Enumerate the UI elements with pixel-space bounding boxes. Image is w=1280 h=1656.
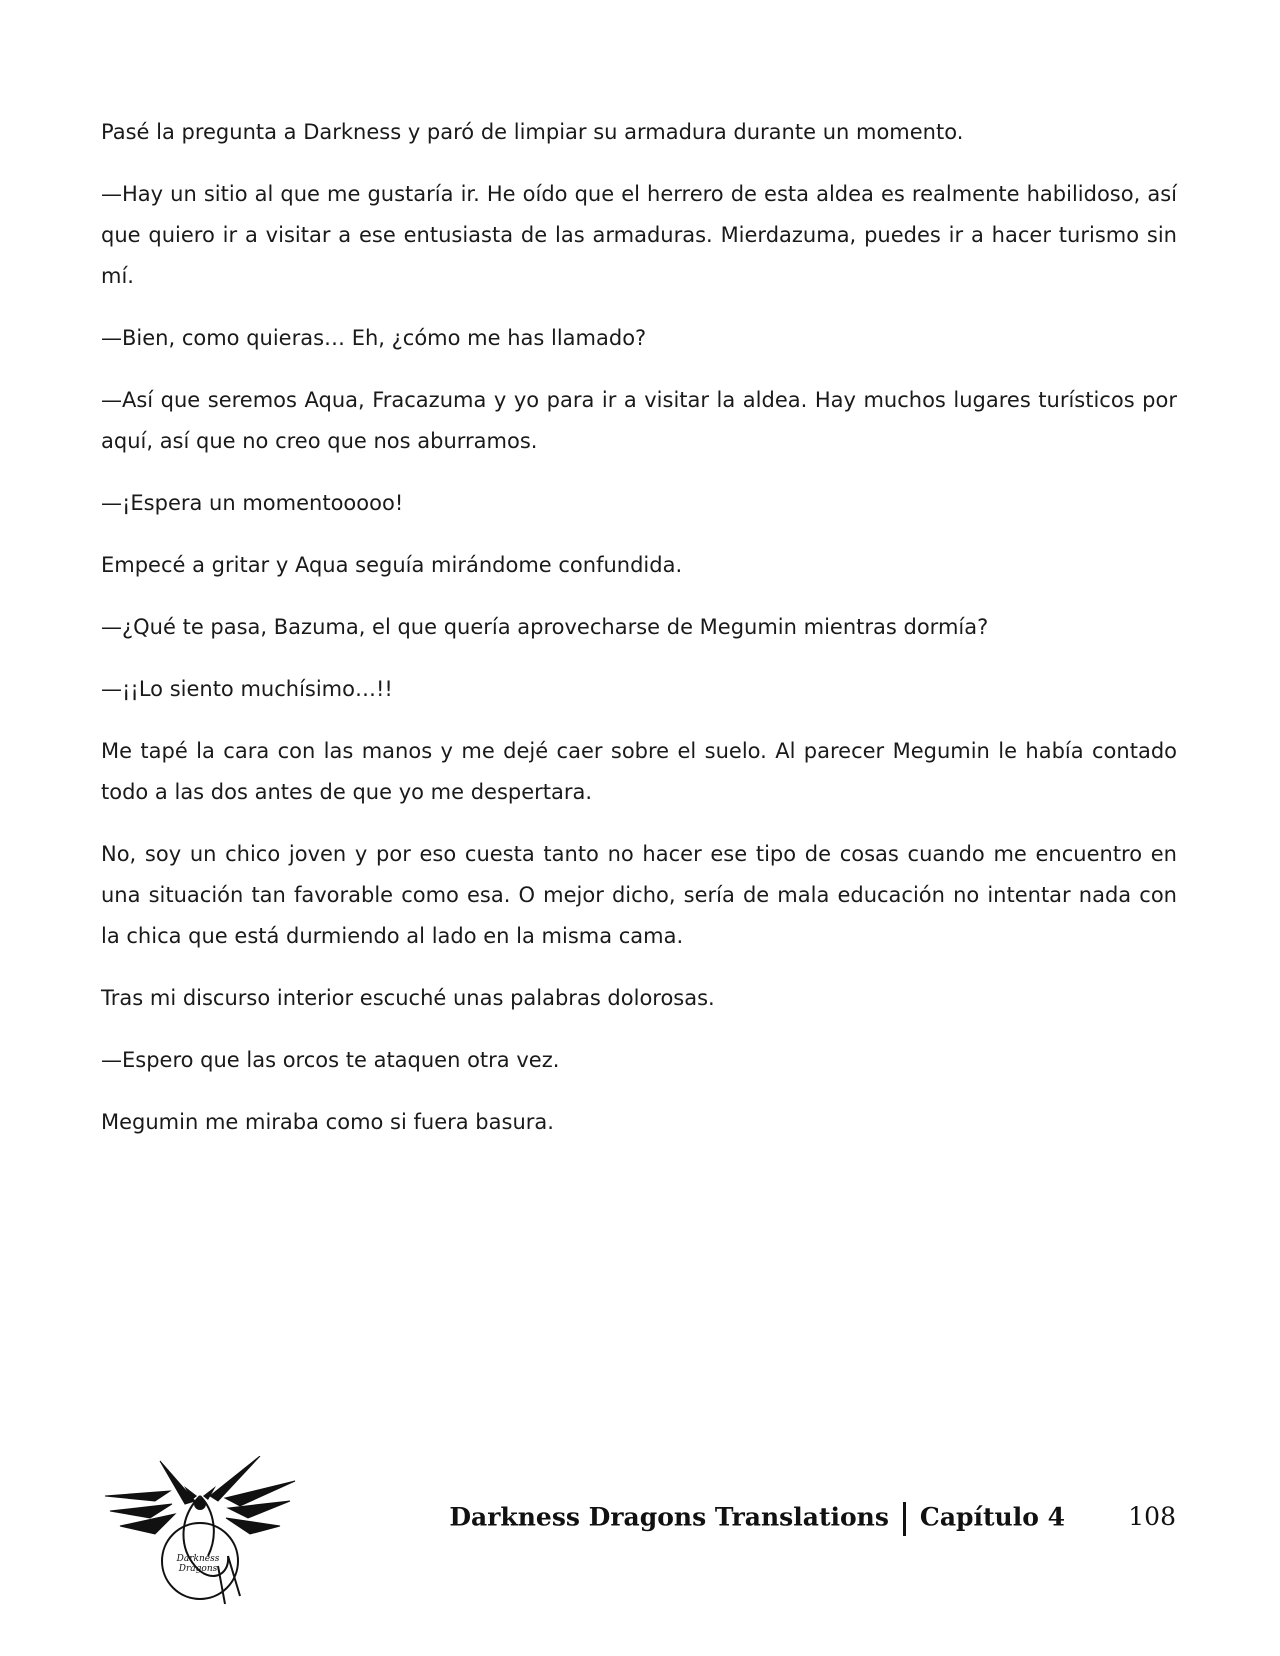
page-number: 108: [1128, 1502, 1176, 1531]
paragraph: Megumin me miraba como si fuera basura.: [101, 1110, 554, 1134]
paragraph: —Así que seremos Aqua, Fracazuma y yo para ir a visitar la aldea. Hay muchos lugares turísticos por aquí, así que no creo que nos aburramos.: [101, 388, 1177, 453]
paragraph: Tras mi discurso interior escuché unas palabras dolorosas.: [101, 986, 715, 1010]
paragraph: No, soy un chico joven y por eso cuesta tanto no hacer ese tipo de cosas cuando me encuentro en una situación tan favorable como esa. O mejor dicho, sería de mala educación no intentar nada con la chica que está durmiendo al lado en la misma cama.: [101, 842, 1177, 948]
paragraph: —Espero que las orcos te ataquen otra vez.: [101, 1048, 560, 1072]
paragraph: —¡¡Lo siento muchísimo…!!: [101, 677, 393, 701]
page-body: [101, 112, 1177, 1164]
paragraph: —Hay un sitio al que me gustaría ir. He oído que el herrero de esta aldea es realmente habilidoso, así que quiero ir a visitar a ese entusiasta de las armaduras. Mierdazuma, puedes ir a hacer turismo sin mí.: [101, 182, 1177, 288]
footer-separator: [903, 1502, 906, 1536]
logo-text-line1: Darkness: [176, 1554, 220, 1564]
paragraph: —¿Qué te pasa, Bazuma, el que quería aprovecharse de Megumin mientras dormía?: [101, 615, 989, 639]
translation-group: Darkness Dragons Translations: [449, 1502, 889, 1532]
paragraph: —Bien, como quieras… Eh, ¿cómo me has llamado?: [101, 326, 647, 350]
page-footer: [0, 1450, 1280, 1600]
paragraph: Me tapé la cara con las manos y me dejé caer sobre el suelo. Al parecer Megumin le había contado todo a las dos antes de que yo me despertara.: [101, 739, 1177, 804]
footer-credit: [449, 1502, 1065, 1536]
dragon-logo-icon: [100, 1456, 300, 1606]
paragraph: Empecé a gritar y Aqua seguía mirándome confundida.: [101, 553, 683, 577]
paragraph: Pasé la pregunta a Darkness y paró de limpiar su armadura durante un momento.: [101, 120, 964, 144]
logo-text-line2: Dragons: [178, 1564, 218, 1574]
paragraph: —¡Espera un momentooooo!: [101, 491, 404, 515]
chapter-label: Capítulo 4: [919, 1502, 1065, 1532]
